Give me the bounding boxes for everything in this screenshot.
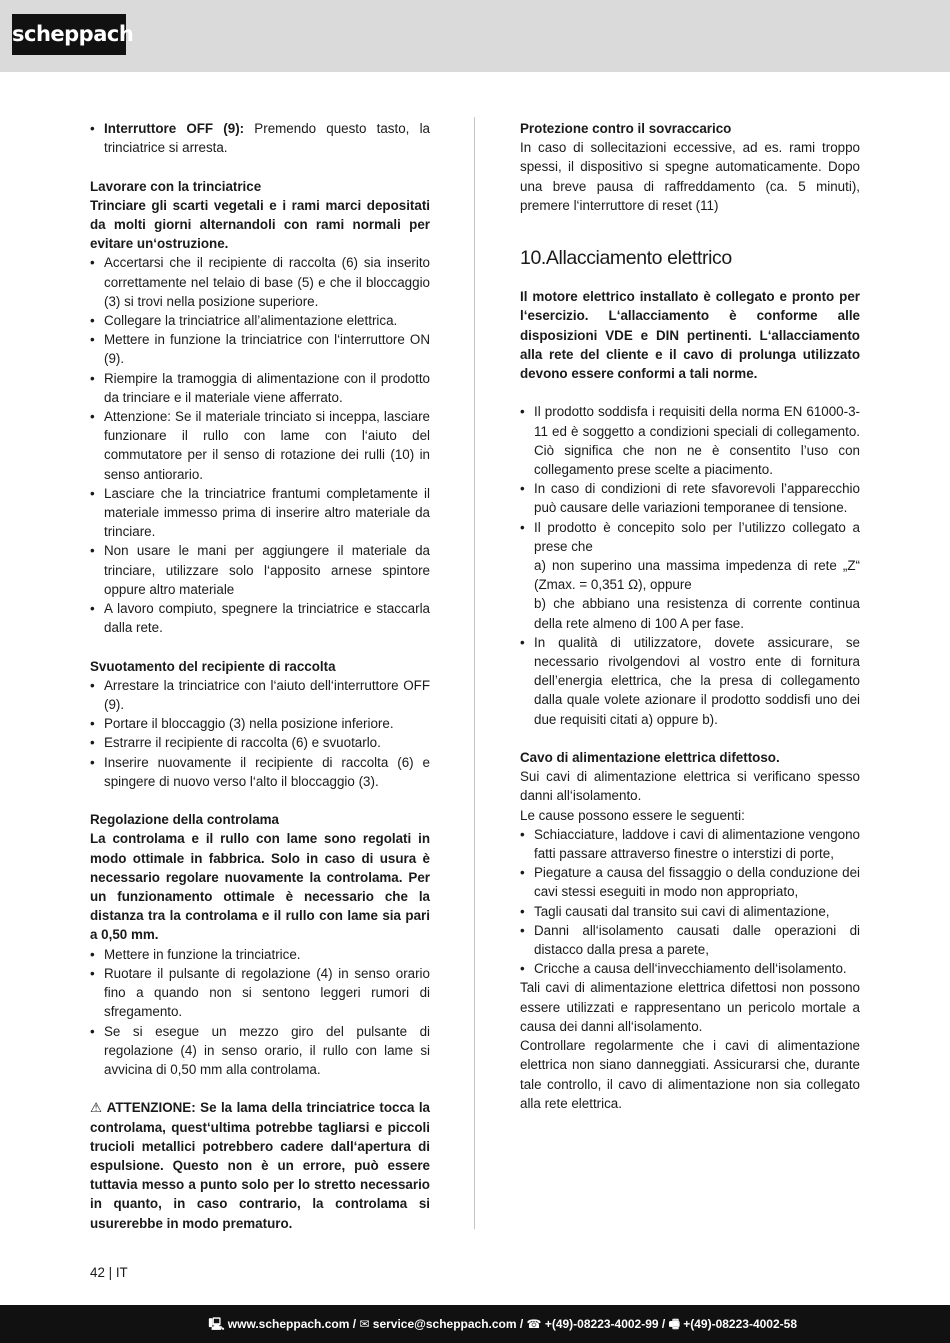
list-item: • A lavoro compiuto, spegnere la trinciatrice e staccarla dalla rete. xyxy=(90,599,430,637)
list-item: • Il prodotto soddisfa i requisiti della norma EN 61000-3-11 ed è soggetto a condizioni speciali di collegamento. Ciò significa che non ne è consentito l’uso con collegamento prese scelte a piacimento. xyxy=(520,402,860,479)
list-item: • Portare il bloccaggio (3) nella posizione inferiore. xyxy=(90,714,430,733)
column-divider xyxy=(474,117,475,1229)
list-item: • Accertarsi che il recipiente di raccolta (6) sia inserito correttamente nel telaio di base (5) e che il bloccaggio (3) si trovi nella posizione superiore. xyxy=(90,253,430,311)
header-bar xyxy=(0,0,950,72)
cable-paragraph: Le cause possono essere le seguenti: xyxy=(520,807,745,823)
off-switch-list xyxy=(90,119,430,157)
list-item: • Tagli causati dal transito sui cavi di alimentazione, xyxy=(520,902,860,921)
list-item: • Ruotare il pulsante di regolazione (4) in senso orario fino a quando non si sentono leggeri rumori di sfregamento. xyxy=(90,964,430,1022)
right-column xyxy=(520,119,860,1113)
counterblade-intro: La controlama e il rullo con lame sono regolati in modo ottimale in fabbrica. Solo in caso di usura è necessario regolare nuovamente la controlama. Per un funzionamento ottimale è necessario che la distanza tra la controlama e il rullo con lame sia pari a 0,50 mm. xyxy=(90,831,430,943)
working-heading: Lavorare con la trinciatrice xyxy=(90,178,262,194)
list-item: • Se si esegue un mezzo giro del pulsante di regolazione (4) in senso orario, il rullo con lame si avvicina di 0,50 mm alla controlama. xyxy=(90,1022,430,1080)
section-intro: Il motore elettrico installato è collegato e pronto per l‘esercizio. L‘allacciamento è conforme alle disposizioni VDE e DIN pertinenti. L‘allacciamento alla rete del cliente e il cavo di prolunga utilizzato devono essere conformi a tali norme. xyxy=(520,289,860,382)
page-number: 42 | IT xyxy=(90,1265,128,1280)
list-item: • Lasciare che la trinciatrice frantumi completamente il materiale immesso prima di inserire altro materiale da trinciare. xyxy=(90,484,430,542)
requirement-a: a) non superino una massima impedenza di rete „Z“ (Zmax. = 0,351 Ω), oppure xyxy=(534,558,860,593)
left-column xyxy=(90,119,430,1233)
counterblade-heading: Regolazione della controlama xyxy=(90,812,279,828)
list-item: • Cricche a causa dell‘invecchiamento dell‘isolamento. xyxy=(520,959,860,978)
working-intro: Trinciare gli scarti vegetali e i rami marci depositati da molti giorni alternandoli con rami normali per evitare un‘ostruzione. xyxy=(90,197,430,252)
off-switch-item: • Interruttore OFF (9): Premendo questo tasto, la trinciatrice si arresta. xyxy=(90,119,430,157)
list-item: • In caso di condizioni di rete sfavorevoli l’apparecchio può causare delle variazioni temporanee di tensione. xyxy=(520,479,860,517)
list-item: • In qualità di utilizzatore, dovete assicurare, se necessario rivolgendovi al vostro ente di fornitura dell’energia elettrica, che la presa di collegamento dalla quale volete azionare il prodotto soddisfi uno dei due requisiti citati a) oppure b). xyxy=(520,633,860,729)
list-item: • Il prodotto è concepito solo per l’utilizzo collegato a prese che xyxy=(520,518,860,556)
list-item: • Estrarre il recipiente di raccolta (6) e svuotarlo. xyxy=(90,733,430,752)
footer-contact: 🖳 www.scheppach.com / ✉ service@scheppach.com / ☎ +(49)-08223-4002-99 / 🖷 +(49)-08223-4002-58 xyxy=(208,1317,797,1331)
list-item: • Mettere in funzione la trinciatrice con l‘interruttore ON (9). xyxy=(90,330,430,368)
list-item: • Mettere in funzione la trinciatrice. xyxy=(90,945,430,964)
cable-heading: Cavo di alimentazione elettrica difettoso. xyxy=(520,750,780,766)
emptying-heading: Svuotamento del recipiente di raccolta xyxy=(90,658,336,674)
footer-bar xyxy=(0,1305,950,1343)
list-item: • Schiacciature, laddove i cavi di alimentazione vengono fatti passare attraverso finestre o interstizi di porte, xyxy=(520,825,860,863)
cable-list xyxy=(520,825,860,979)
brand-logo: scheppach xyxy=(12,14,126,55)
electrical-list-end xyxy=(520,633,860,729)
list-item: • Non usare le mani per aggiungere il materiale da trinciare, utilizzare solo l‘apposito arnese spintore oppure altro materiale xyxy=(90,541,430,599)
emptying-list xyxy=(90,676,430,791)
warning-notice: ⚠ ATTENZIONE: Se la lama della trinciatrice tocca la controlama, quest‘ultima potrebbe tagliarsi e piccoli trucioli metallici potrebbero cadere dall‘apertura di espulsione. Questo non è un errore, può essere tuttavia messo a punto solo per lo stretto necessario in quanto, in caso contrario, la controlama si usurerebbe in modo prematuro. xyxy=(90,1100,430,1231)
list-item: • Riempire la tramoggia di alimentazione con il prodotto da trinciare e il materiale viene afferrato. xyxy=(90,369,430,407)
overload-text: In caso di sollecitazioni eccessive, ad es. rami troppo spessi, il dispositivo si spegne automaticamente. Dopo una breve pausa di raffreddamento (ca. 5 minuti), premere l‘interruttore di reset (11) xyxy=(520,140,860,213)
list-item: • Piegature a causa del fissaggio o della conduzione dei cavi stessi eseguiti in modo non appropriato, xyxy=(520,863,860,901)
cable-paragraph: Sui cavi di alimentazione elettrica si verificano spesso danni all‘isolamento. xyxy=(520,769,860,804)
list-item: • Attenzione: Se il materiale trinciato si inceppa, lasciare funzionare il rullo con lame con l‘aiuto del commutatore per il senso di rotazione dei rulli (10) in senso antiorario. xyxy=(90,407,430,484)
list-item: • Danni all‘isolamento causati dalle operazioni di distacco dalla presa a parete, xyxy=(520,921,860,959)
working-list xyxy=(90,253,430,637)
counterblade-list xyxy=(90,945,430,1079)
section-title: 10.Allacciamento elettrico xyxy=(520,247,732,270)
electrical-list xyxy=(520,402,860,556)
cable-paragraph: Controllare regolarmente che i cavi di alimentazione elettrica non siano danneggiati. Assicurarsi che, durante tale controllo, il cavo di alimentazione non sia collegato alla rete elettrica. xyxy=(520,1038,860,1111)
requirement-b: b) che abbiano una resistenza di corrente continua della rete almeno di 100 A per fase. xyxy=(534,596,860,631)
cable-paragraph: Tali cavi di alimentazione elettrica difettosi non possono essere utilizzati e rappresentano un pericolo mortale a causa dei danni all‘isolamento. xyxy=(520,980,860,1034)
overload-heading: Protezione contro il sovraccarico xyxy=(520,121,732,136)
list-item: • Collegare la trinciatrice all’alimentazione elettrica. xyxy=(90,311,430,330)
list-item: • Inserire nuovamente il recipiente di raccolta (6) e spingere di nuovo verso l‘alto il bloccaggio (3). xyxy=(90,753,430,791)
list-item: • Arrestare la trinciatrice con l‘aiuto dell‘interruttore OFF (9). xyxy=(90,676,430,714)
